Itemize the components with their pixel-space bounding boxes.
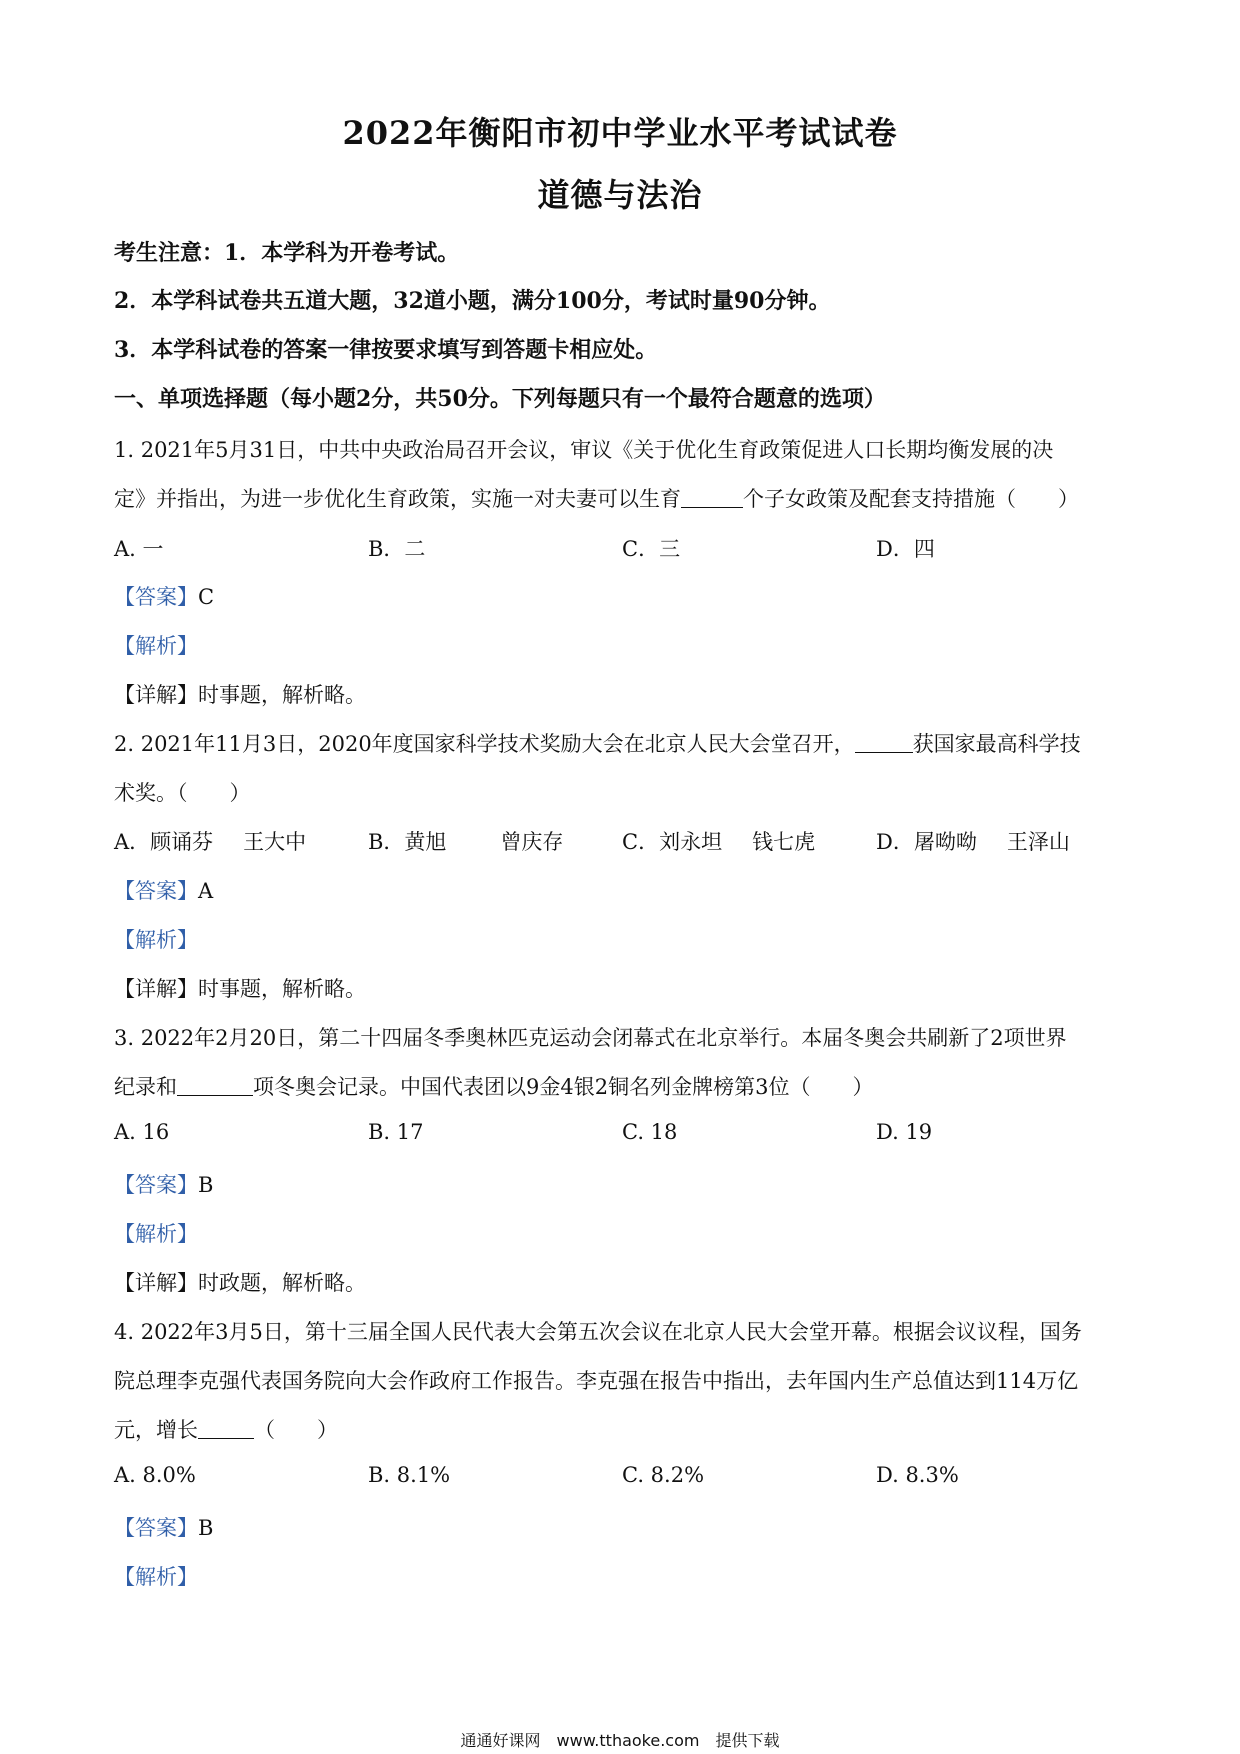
question-2-option-d: [876, 826, 1070, 856]
question-3-option-d: D. 19: [876, 1120, 933, 1144]
exam-title: 2022年衡阳市初中学业水平考试试卷: [342, 114, 898, 152]
question-1-answer: [114, 581, 214, 611]
page-footer: 通通好课网 www.tthaoke.com 提供下载: [460, 1731, 780, 1750]
option-text: 王大中: [243, 830, 307, 854]
question-1-stem-end: 个子女政策及配套支持措施（ ）: [743, 487, 1079, 511]
option-text: 王泽山: [1006, 830, 1070, 854]
question-3-detail: [114, 1267, 366, 1297]
answer-value: B: [198, 1173, 214, 1197]
exam-note-3: 3．本学科试卷的答案一律按要求填写到答题卡相应处。: [114, 337, 658, 363]
question-2-option-c: [622, 826, 815, 856]
question-4-line-3: [114, 1414, 338, 1444]
option-text: 曾庆存: [500, 830, 564, 854]
question-2-analysis: [114, 924, 198, 954]
question-3-stem-cont: 项冬奥会记录。中国代表团以9金4银2铜名列金牌榜第3位（ ）: [253, 1075, 874, 1099]
question-1-stem: 定》并指出，为进一步优化生育政策，实施一对夫妻可以生育: [114, 487, 681, 511]
detail-text: 时事题，解析略。: [198, 683, 366, 707]
question-3-option-b: B. 17: [368, 1120, 424, 1144]
question-1-option-b: B．二: [368, 537, 426, 561]
question-2-line-2: 术奖。（ ）: [114, 781, 251, 805]
question-4-option-c: C. 8.2%: [622, 1463, 705, 1487]
question-4-option-d: D. 8.3%: [876, 1463, 959, 1487]
question-3-line-1: 3. 2022年2月20日，第二十四届冬季奥林匹克运动会闭幕式在北京举行。本届冬奥会共刷新了2项世界: [114, 1026, 1067, 1050]
question-3-option-a: A. 16: [114, 1120, 170, 1144]
question-1-line-1: 1. 2021年5月31日，中共中央政治局召开会议，审议《关于优化生育政策促进人口长期均衡发展的决: [114, 438, 1054, 462]
analysis-label: 【解析】: [114, 1222, 198, 1246]
question-3-answer: [114, 1169, 213, 1199]
detail-label: 【详解】: [114, 1271, 198, 1295]
option-text: C．刘永坦: [622, 830, 723, 854]
analysis-label: 【解析】: [114, 928, 198, 952]
question-2-line-1: [114, 728, 1081, 758]
exam-note-2: 2．本学科试卷共五道大题，32道小题，满分100分，考试时量90分钟。: [114, 288, 831, 314]
question-3-analysis: [114, 1218, 198, 1248]
question-2-option-a: [114, 826, 306, 856]
question-4-line-1: 4. 2022年3月5日，第十三届全国人民代表大会第五次会议在北京人民大会堂开幕。根据会议议程，国务: [114, 1320, 1082, 1344]
answer-value: B: [198, 1516, 214, 1540]
answer-value: A: [198, 879, 214, 903]
detail-label: 【详解】: [114, 977, 198, 1001]
question-2-option-b: [368, 826, 563, 856]
question-2-stem-cont: 获国家最高科学技: [912, 732, 1081, 756]
answer-blank: [177, 1074, 253, 1096]
question-1-analysis: [114, 630, 198, 660]
answer-blank: [198, 1417, 254, 1439]
answer-label: 【答案】: [114, 1516, 198, 1540]
option-text: 钱七虎: [752, 830, 816, 854]
question-1-line-2: [114, 483, 1079, 513]
question-4-answer: [114, 1512, 213, 1542]
section-heading: 一、单项选择题（每小题2分，共50分。下列每题只有一个最符合题意的选项）: [114, 386, 886, 412]
exam-subject: 道德与法治: [537, 176, 703, 214]
question-4-line-2: 院总理李克强代表国务院向大会作政府工作报告。李克强在报告中指出，去年国内生产总值达到114万亿: [114, 1369, 1079, 1393]
analysis-label: 【解析】: [114, 634, 198, 658]
option-text: A．顾诵芬: [114, 830, 214, 854]
question-3-line-2: [114, 1071, 873, 1101]
detail-text: 时事题，解析略。: [198, 977, 366, 1001]
question-4-stem: 元，增长: [114, 1418, 198, 1442]
question-4-option-b: B. 8.1%: [368, 1463, 451, 1487]
detail-text: 时政题，解析略。: [198, 1271, 366, 1295]
question-2-answer: [114, 875, 213, 905]
analysis-label: 【解析】: [114, 1565, 198, 1589]
option-text: B．黄旭: [368, 830, 447, 854]
question-2-detail: [114, 973, 366, 1003]
answer-blank: [681, 486, 743, 508]
answer-label: 【答案】: [114, 879, 198, 903]
question-1-option-d: D．四: [876, 537, 935, 561]
answer-blank: [855, 731, 913, 753]
question-4-analysis: [114, 1561, 198, 1591]
answer-label: 【答案】: [114, 1173, 198, 1197]
answer-label: 【答案】: [114, 585, 198, 609]
question-1-option-a: A. 一: [114, 537, 164, 561]
question-2-stem: 2. 2021年11月3日，2020年度国家科学技术奖励大会在北京人民大会堂召开，: [114, 732, 855, 756]
question-4-option-a: A. 8.0%: [114, 1463, 196, 1487]
detail-label: 【详解】: [114, 683, 198, 707]
exam-note-1: 考生注意：1．本学科为开卷考试。: [114, 240, 460, 266]
question-1-option-c: C．三: [622, 537, 681, 561]
answer-value: C: [198, 585, 215, 609]
question-3-option-c: C. 18: [622, 1120, 678, 1144]
question-4-stem-end: （ ）: [254, 1418, 338, 1442]
question-1-detail: [114, 679, 366, 709]
option-text: D．屠呦呦: [876, 830, 977, 854]
question-3-stem: 纪录和: [114, 1075, 177, 1099]
